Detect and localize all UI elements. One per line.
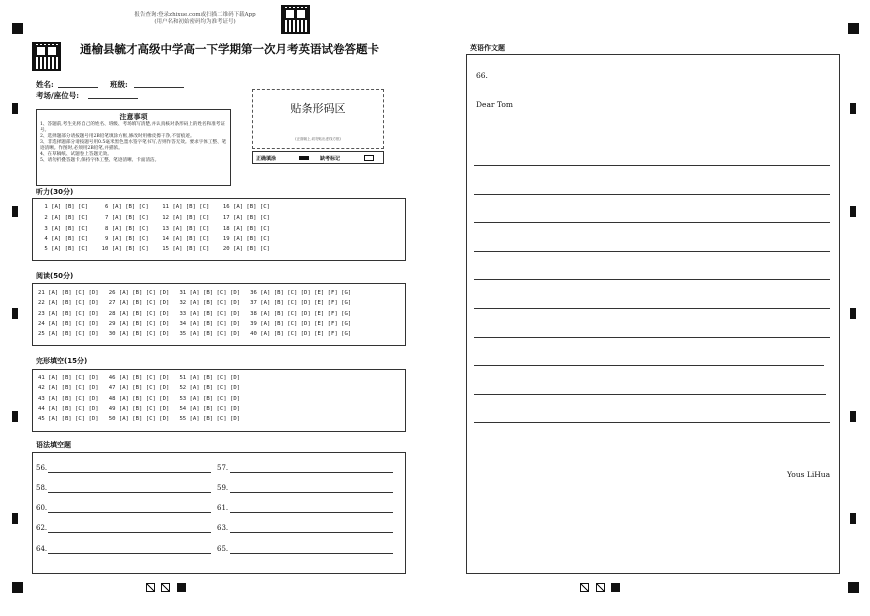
notes-box — [36, 109, 231, 186]
reading-box — [32, 283, 406, 346]
page-code-mark — [580, 583, 589, 592]
missing-checkbox[interactable] — [364, 155, 374, 161]
blank-line[interactable] — [48, 553, 211, 554]
answer-row[interactable]: 22 [A] [B] [C] [D] 27 [A] [B] [C] [D] 32 [A] [B] [C] [D] 37 [A] [B] [C] [D] [E] [F] [G] — [38, 300, 352, 306]
corner-mark — [12, 23, 23, 34]
timing-mark — [850, 411, 856, 422]
blank-number: 65. — [217, 545, 229, 553]
timing-mark — [12, 206, 18, 217]
barcode-area — [252, 89, 384, 149]
essay-line[interactable] — [474, 279, 830, 280]
blank-line[interactable] — [230, 492, 393, 493]
name-label: 姓名: — [36, 80, 54, 89]
blank-line[interactable] — [48, 472, 211, 473]
answer-row[interactable]: 4 [A] [B] [C] 9 [A] [B] [C] 14 [A] [B] [C] 19 [A] [B] [C] — [41, 236, 271, 242]
qr-code-icon — [32, 42, 61, 71]
barcode-hint: (正面朝上,切勿贴出虚线方框) — [295, 137, 341, 141]
blank-number: 60. — [36, 504, 48, 512]
timing-mark — [12, 308, 18, 319]
blank-number: 58. — [36, 484, 48, 492]
blank-number: 63. — [217, 524, 229, 532]
name-field[interactable] — [58, 87, 98, 88]
answer-row[interactable]: 43 [A] [B] [C] [D] 48 [A] [B] [C] [D] 53 [A] [B] [C] [D] — [38, 396, 241, 402]
blank-line[interactable] — [48, 512, 211, 513]
page-code-mark — [161, 583, 170, 592]
corner-mark — [848, 23, 859, 34]
cloze-box — [32, 369, 406, 432]
answer-row[interactable]: 3 [A] [B] [C] 8 [A] [B] [C] 13 [A] [B] [C] 18 [A] [B] [C] — [41, 226, 271, 232]
answer-row[interactable]: 42 [A] [B] [C] [D] 47 [A] [B] [C] [D] 52 [A] [B] [C] [D] — [38, 385, 241, 391]
essay-line[interactable] — [474, 194, 830, 195]
page-code-mark — [611, 583, 620, 592]
answer-row[interactable]: 24 [A] [B] [C] [D] 29 [A] [B] [C] [D] 34 [A] [B] [C] [D] 39 [A] [B] [C] [D] [E] [F] [G] — [38, 321, 352, 327]
essay-line[interactable] — [474, 222, 830, 223]
page-code-mark — [177, 583, 186, 592]
reading-title: 阅读(50分) — [36, 272, 74, 280]
notice-line: (用户名和初始密码均为准考证号) — [154, 19, 236, 25]
grammar-title: 语法填空题 — [36, 441, 71, 449]
blank-number: 64. — [36, 545, 48, 553]
notes-title: 注意事项 — [119, 112, 148, 121]
essay-line[interactable] — [474, 251, 830, 252]
essay-line[interactable] — [474, 394, 826, 395]
note-item: 5、请勿折叠答题卡,保持字体工整、笔迹清晰、卡面清洁。 — [40, 158, 160, 163]
timing-mark — [12, 513, 18, 524]
answer-row[interactable]: 44 [A] [B] [C] [D] 49 [A] [B] [C] [D] 54 [A] [B] [C] [D] — [38, 406, 241, 412]
blank-number: 61. — [217, 504, 229, 512]
blank-line[interactable] — [48, 492, 211, 493]
listening-title: 听力(30分) — [36, 188, 74, 196]
essay-greeting: Dear Tom — [476, 100, 513, 109]
essay-line[interactable] — [474, 165, 830, 166]
corner-mark — [12, 582, 23, 593]
listening-box — [32, 198, 406, 261]
page-code-mark — [146, 583, 155, 592]
essay-line[interactable] — [474, 337, 830, 338]
note-item: 4、在草稿纸、试题卷上答题无效。 — [40, 152, 112, 157]
timing-mark — [850, 103, 856, 114]
blank-number: 59. — [217, 484, 229, 492]
class-field[interactable] — [134, 87, 184, 88]
class-label: 班级: — [110, 80, 128, 89]
blank-line[interactable] — [230, 472, 393, 473]
fill-sample-box — [252, 151, 384, 164]
correct-fill-label: 正确填涂 — [256, 156, 277, 162]
answer-row[interactable]: 41 [A] [B] [C] [D] 46 [A] [B] [C] [D] 51 [A] [B] [C] [D] — [38, 375, 241, 381]
timing-mark — [12, 411, 18, 422]
note-item: 2、选择题部分请按题号用2B铅笔填涂方框,修改时用橡皮擦干净,不留痕迹。 — [40, 134, 195, 139]
corner-mark — [848, 582, 859, 593]
seat-label: 考场/座位号: — [36, 91, 80, 100]
blank-line[interactable] — [48, 532, 211, 533]
essay-line[interactable] — [474, 365, 824, 366]
cloze-title: 完形填空(15分) — [36, 357, 88, 365]
essay-line[interactable] — [474, 308, 830, 309]
essay-number: 66. — [476, 71, 488, 80]
timing-mark — [12, 103, 18, 114]
report-notice — [110, 12, 280, 26]
answer-row[interactable]: 25 [A] [B] [C] [D] 30 [A] [B] [C] [D] 35 [A] [B] [C] [D] 40 [A] [B] [C] [D] [E] [F] [G] — [38, 331, 352, 337]
seat-field[interactable] — [88, 98, 138, 99]
blank-line[interactable] — [230, 532, 393, 533]
essay-box — [466, 54, 840, 574]
essay-title: 英语作文题 — [470, 44, 505, 52]
blank-number: 57. — [217, 464, 229, 472]
missing-label: 缺考标记 — [320, 156, 341, 162]
timing-mark — [850, 308, 856, 319]
answer-row[interactable]: 1 [A] [B] [C] 6 [A] [B] [C] 11 [A] [B] [C] 16 [A] [B] [C] — [41, 204, 271, 210]
timing-mark — [850, 513, 856, 524]
answer-row[interactable]: 2 [A] [B] [C] 7 [A] [B] [C] 12 [A] [B] [C] 17 [A] [B] [C] — [41, 215, 271, 221]
essay-signature: Yous LiHua — [787, 470, 831, 479]
notice-line: 报告查询:登录zhixue.com或扫描二维码下载App — [134, 12, 256, 18]
answer-row[interactable]: 45 [A] [B] [C] [D] 50 [A] [B] [C] [D] 55 [A] [B] [C] [D] — [38, 416, 241, 422]
answer-row[interactable]: 5 [A] [B] [C] 10 [A] [B] [C] 15 [A] [B] [C] 20 [A] [B] [C] — [41, 246, 271, 252]
barcode-title: 贴条形码区 — [290, 102, 346, 115]
blank-number: 56. — [36, 464, 48, 472]
answer-row[interactable]: 23 [A] [B] [C] [D] 28 [A] [B] [C] [D] 33 [A] [B] [C] [D] 38 [A] [B] [C] [D] [E] [F] [G] — [38, 311, 352, 317]
page-code-mark — [596, 583, 605, 592]
page-title: 通榆县毓才高级中学高一下学期第一次月考英语试卷答题卡 — [80, 42, 379, 56]
blank-line[interactable] — [230, 553, 393, 554]
blank-line[interactable] — [230, 512, 393, 513]
note-item: 3、非选择题部分请按题号用0.5毫米黑色墨水签字笔书写,否则作答无效。要求字体工整、笔迹清晰。作图时,必须用2B铅笔,并描浓。 — [40, 140, 227, 151]
qr-code-icon — [281, 5, 310, 34]
answer-row[interactable]: 21 [A] [B] [C] [D] 26 [A] [B] [C] [D] 31 [A] [B] [C] [D] 36 [A] [B] [C] [D] [E] [F] [G] — [38, 290, 352, 296]
blank-number: 62. — [36, 524, 48, 532]
essay-line[interactable] — [474, 422, 830, 423]
note-item: 1、答题前,考生先将自己的姓名、班级、考场填写清楚,并认真核对条形码上的姓名和准考证号。 — [40, 122, 226, 133]
timing-mark — [850, 206, 856, 217]
correct-fill-sample — [299, 156, 309, 160]
